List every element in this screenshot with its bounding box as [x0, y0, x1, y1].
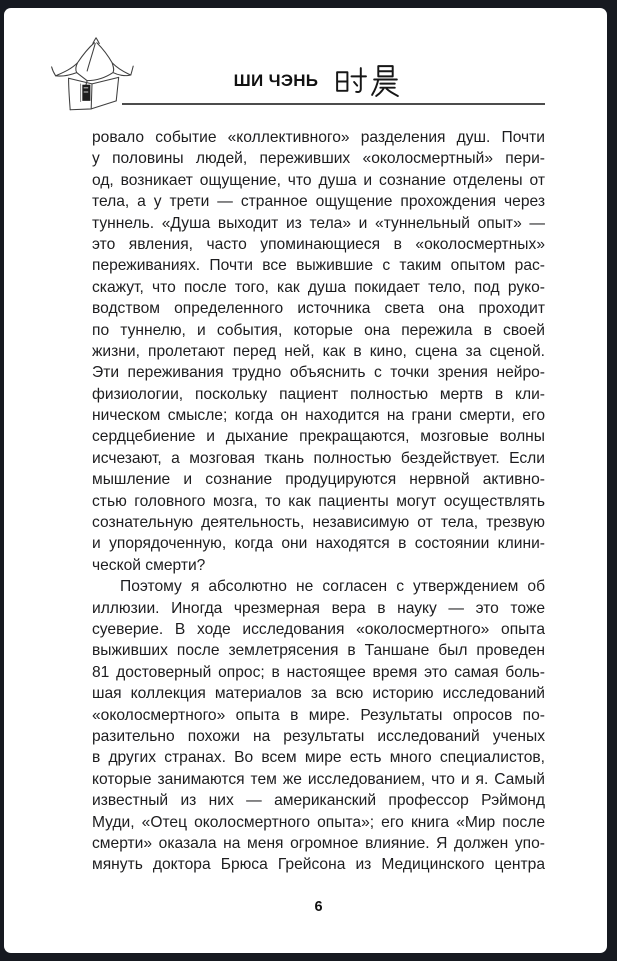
text-line: 81 достоверный опрос; в настоящее время это самая боль-	[92, 663, 545, 681]
text-line: и упорядоченную, когда они находятся в состоянии клини-	[92, 535, 545, 553]
text-line: ническом смысле; когда он находится на грани смерти, его	[92, 407, 545, 425]
text-line: которые занимаются тем же исследованием, что и я. Самый	[92, 770, 545, 788]
text-line: иллюзии. Иногда чрезмерная вера в науку — это тоже	[92, 599, 545, 617]
text-line: сознательную деятельность, независимую от тела, трезвую	[92, 514, 545, 532]
text-line: мянуть доктора Брюса Грейсона из Медицинского центра	[92, 856, 545, 874]
text-line: тела, а у трети — странное ощущение прохождения через	[92, 193, 545, 211]
text-line: смерти» оказала на меня огромное влияние. Я должен упо-	[92, 834, 545, 852]
header-author-name: ШИ ЧЭНЬ	[233, 70, 319, 90]
text-line: од, возникает ощущение, что душа и сознание отделены от	[92, 171, 545, 189]
page-header	[92, 64, 545, 97]
text-line: это явления, часто упоминающиеся в «околосмертных»	[92, 235, 545, 253]
text-line: Поэтому я абсолютно не согласен с утверждением об	[120, 578, 545, 596]
text-line: по туннелю, и события, которые она пережила в своей	[92, 321, 545, 339]
text-line: у половины людей, переживших «околосмертный» пери-	[92, 150, 545, 168]
header-rule	[122, 103, 545, 105]
text-line: ровало событие «коллективного» разделения душ. Почти	[92, 129, 545, 146]
body-text	[92, 127, 545, 876]
text-line: ческой смерти?	[92, 556, 206, 574]
text-line: Эти переживания трудно объяснить с точки зрения нейро-	[92, 364, 545, 382]
text-line: стью головного мозга, то как пациенты могут осуществлять	[92, 492, 545, 510]
text-line: выживших после землетрясения в Таншане был проведен	[92, 642, 545, 660]
text-line: Муди, «Отец околосмертного опыта»; его книга «Мир после	[92, 813, 545, 831]
page-footer	[92, 898, 545, 916]
book-page	[4, 8, 607, 953]
text-line: физиологии, поскольку пациент полностью мертв в кли-	[92, 385, 545, 403]
text-line: водством определенного источника света она проходит	[92, 300, 545, 318]
text-line: шая коллекция материалов за всю историю исследований	[92, 685, 545, 703]
header-author-cjk-glyphs	[333, 64, 403, 97]
text-line: разительно похожи на результаты исследований ученых	[92, 727, 545, 745]
text-line: в других странах. Во всем мире есть много специалистов,	[92, 749, 545, 767]
text-line: известный из них — американский профессор Рэймонд	[92, 792, 545, 810]
text-line: «околосмертного» опыта в мире. Результаты опросов по-	[92, 706, 545, 724]
text-line: суеверие. В ходе исследования «околосмертного» опыта	[92, 620, 545, 638]
text-line: жизни, пролетают перед ней, как в кино, сцена за сценой.	[92, 342, 545, 360]
page-number: 6	[314, 899, 323, 915]
text-line: мышление и сознание продуцируются нервной активно-	[92, 471, 545, 489]
text-line: сердцебиение и дыхание прекращаются, мозговые волны	[92, 428, 545, 446]
text-line: переживаниях. Почти все выжившие с таким опытом рас-	[92, 257, 545, 275]
text-line: туннель. «Душа выходит из тела» и «туннельный опыт» —	[92, 214, 545, 232]
text-line: скажут, что после того, как душа покидает тело, под руко-	[92, 278, 545, 296]
text-line: исчезают, а мозговая ткань полностью бездействует. Если	[92, 449, 545, 467]
